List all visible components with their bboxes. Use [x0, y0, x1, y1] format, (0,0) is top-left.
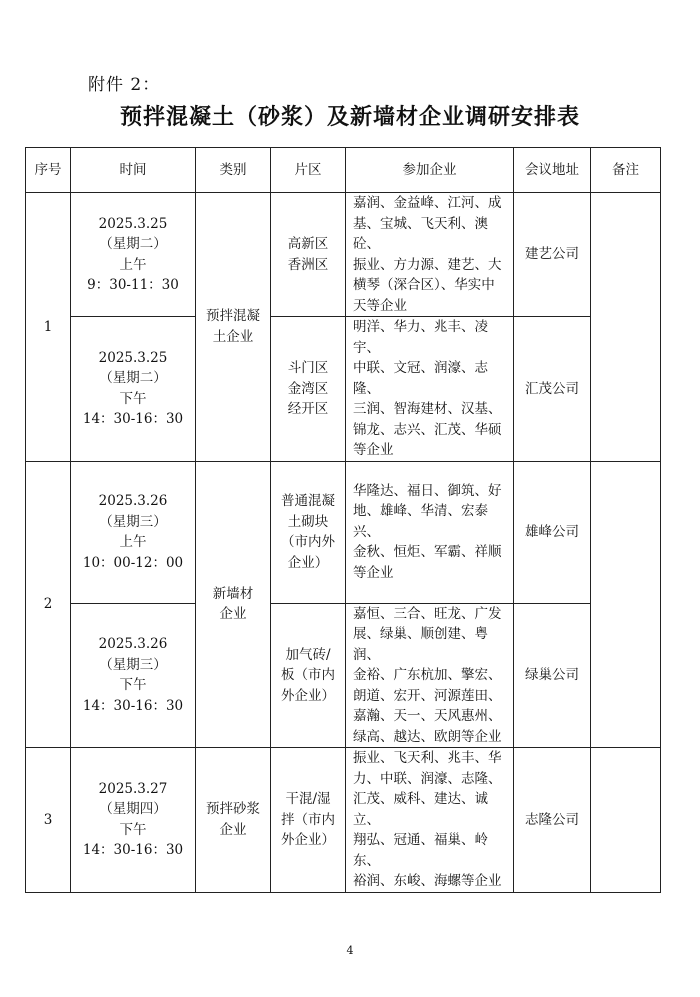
page-title: 预拌混凝土（砂浆）及新墙材企业调研安排表	[119, 105, 580, 130]
cell-venue: 雄峰公司	[514, 461, 591, 603]
cell-category: 预拌混凝 土企业	[196, 193, 271, 462]
header-category: 类别	[196, 148, 271, 193]
cell-no: 3	[26, 748, 71, 893]
table-row	[26, 461, 661, 603]
cell-venue: 建艺公司	[514, 193, 591, 317]
page-number: 4	[346, 944, 354, 957]
cell-time: 2025.3.26 （星期三） 下午 14：30-16：30	[71, 603, 196, 748]
table-row	[26, 193, 661, 317]
cell-remarks	[591, 193, 661, 462]
header-no: 序号	[26, 148, 71, 193]
schedule-table	[25, 147, 661, 893]
cell-zone: 高新区 香洲区	[271, 193, 346, 317]
cell-venue: 志隆公司	[514, 748, 591, 893]
cell-zone: 加气砖/ 板（市内 外企业）	[271, 603, 346, 748]
cell-venue: 绿巢公司	[514, 603, 591, 748]
cell-companies: 嘉润、金益峰、江河、成 基、宝城、飞天利、澳砼、 振业、方力源、建艺、大 横琴（深合区）、华实中 天等企业	[346, 193, 514, 317]
cell-companies: 嘉恒、三合、旺龙、广发 展、绿巢、顺创建、粤润、 金裕、广东杭加、擎宏、 朗道、宏开、河源莲田、 嘉瀚、天一、天风惠州、 绿高、越达、欧朗等企业	[346, 603, 514, 748]
cell-zone: 斗门区 金湾区 经开区	[271, 317, 346, 462]
cell-time: 2025.3.25 （星期二） 下午 14：30-16：30	[71, 317, 196, 462]
attachment-label: 附件 2：	[88, 75, 161, 95]
table-row	[26, 603, 661, 748]
cell-time: 2025.3.25 （星期二） 上午 9：30-11：30	[71, 193, 196, 317]
cell-no: 1	[26, 193, 71, 462]
cell-companies: 华隆达、福日、御筑、好 地、雄峰、华清、宏泰兴、 金秋、恒炬、军霸、祥顺 等企业	[346, 461, 514, 603]
cell-zone: 干混/湿 拌（市内 外企业）	[271, 748, 346, 893]
cell-remarks	[591, 461, 661, 748]
cell-category: 预拌砂浆 企业	[196, 748, 271, 893]
header-remarks: 备注	[591, 148, 661, 193]
header-venue: 会议地址	[514, 148, 591, 193]
cell-no: 2	[26, 461, 71, 748]
cell-companies: 振业、飞天利、兆丰、华 力、中联、润濠、志隆、 汇茂、威科、建达、诚立、 翔弘、冠通、福巢、岭东、 裕润、东峻、海螺等企业	[346, 748, 514, 893]
table-row	[26, 748, 661, 893]
cell-zone: 普通混凝 土砌块 （市内外 企业）	[271, 461, 346, 603]
header-zone: 片区	[271, 148, 346, 193]
cell-time: 2025.3.26 （星期三） 上午 10：00-12：00	[71, 461, 196, 603]
cell-companies: 明洋、华力、兆丰、凌宇、 中联、文冠、润濠、志隆、 三润、智海建材、汉基、 锦龙、志兴、汇茂、华硕 等企业	[346, 317, 514, 462]
header-row	[26, 148, 661, 193]
cell-venue: 汇茂公司	[514, 317, 591, 462]
header-companies: 参加企业	[346, 148, 514, 193]
cell-remarks	[591, 748, 661, 893]
cell-category: 新墙材 企业	[196, 461, 271, 748]
cell-time: 2025.3.27 （星期四） 下午 14：30-16：30	[71, 748, 196, 893]
header-time: 时间	[71, 148, 196, 193]
table-row	[26, 317, 661, 462]
